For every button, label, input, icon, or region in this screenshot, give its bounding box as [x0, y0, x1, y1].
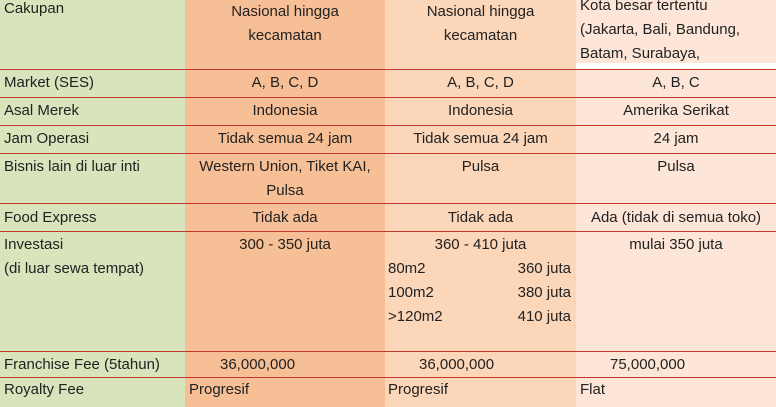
table-row-market	[0, 70, 776, 98]
investasi-cost: 360 juta	[517, 260, 571, 277]
bisnis-col1	[185, 154, 385, 203]
cakupan-col2-line2: kecamatan	[443, 27, 518, 44]
investasi-col3: mulai 350 juta	[576, 232, 776, 351]
investasi-size: >120m2	[388, 308, 443, 325]
franchise-col1: 36,000,000	[185, 352, 385, 377]
investasi-item-3	[385, 305, 576, 329]
royalty-col2: Progresif	[385, 378, 576, 407]
investasi-cost: 410 juta	[517, 308, 571, 325]
table-row-jam	[0, 126, 776, 154]
jam-col3: 24 jam	[576, 126, 776, 153]
asal-col3: Amerika Serikat	[576, 98, 776, 125]
cakupan-col2-line1: Nasional hingga	[426, 3, 535, 20]
row-label-market: Market (SES)	[0, 70, 185, 97]
table-row-franchise	[0, 352, 776, 378]
market-col3: A, B, C	[576, 70, 776, 97]
cakupan-col3-line3: Batam, Surabaya,	[580, 45, 701, 62]
food-col1: Tidak ada	[185, 204, 385, 231]
cakupan-col3	[576, 0, 776, 63]
franchise-col2: 36,000,000	[385, 352, 576, 377]
table-row-cakupan	[0, 0, 776, 70]
jam-col2: Tidak semua 24 jam	[385, 126, 576, 153]
investasi-col2	[385, 232, 576, 351]
cakupan-col1-line2: kecamatan	[248, 27, 322, 44]
table-row-investasi	[0, 232, 776, 352]
row-label-asal: Asal Merek	[0, 98, 185, 125]
market-col2: A, B, C, D	[385, 70, 576, 97]
cakupan-col1-line1: Nasional hingga	[231, 3, 339, 20]
investasi-size: 100m2	[388, 284, 434, 301]
investasi-item-1	[385, 257, 576, 281]
bisnis-col2: Pulsa	[385, 154, 576, 203]
investasi-size: 80m2	[388, 260, 426, 277]
cakupan-col1	[185, 0, 385, 69]
row-label-franchise: Franchise Fee (5tahun)	[0, 352, 185, 377]
investasi-cost: 380 juta	[517, 284, 571, 301]
market-col1: A, B, C, D	[185, 70, 385, 97]
franchise-col3: 75,000,000	[576, 352, 776, 377]
food-col3: Ada (tidak di semua toko)	[576, 204, 776, 231]
row-label-royalty: Royalty Fee	[0, 378, 185, 407]
investasi-item-2	[385, 281, 576, 305]
table-row-asal	[0, 98, 776, 126]
cakupan-col2	[385, 0, 576, 69]
royalty-col3: Flat	[576, 378, 776, 407]
jam-col1: Tidak semua 24 jam	[185, 126, 385, 153]
row-label-food: Food Express	[0, 204, 185, 231]
asal-col1: Indonesia	[185, 98, 385, 125]
food-col2: Tidak ada	[385, 204, 576, 231]
cakupan-col3-line1: Kota besar tertentu	[580, 0, 708, 14]
royalty-col1: Progresif	[185, 378, 385, 407]
row-label-jam: Jam Operasi	[0, 126, 185, 153]
investasi-label-line1: Investasi	[4, 236, 64, 253]
bisnis-col1-line2: Pulsa	[266, 182, 304, 199]
investasi-label-line2: (di luar sewa tempat)	[4, 260, 145, 277]
investasi-col2-head: 360 - 410 juta	[434, 236, 527, 253]
row-label-cakupan: Cakupan	[0, 0, 185, 69]
cakupan-col3-line2: (Jakarta, Bali, Bandung,	[580, 21, 741, 38]
row-label-investasi	[0, 232, 185, 351]
bisnis-col1-line1: Western Union, Tiket KAI,	[199, 158, 371, 175]
table-row-royalty	[0, 378, 776, 407]
bisnis-col3: Pulsa	[576, 154, 776, 203]
table-row-bisnis	[0, 154, 776, 204]
investasi-col1: 300 - 350 juta	[185, 232, 385, 351]
table-row-food	[0, 204, 776, 232]
row-label-bisnis: Bisnis lain di luar inti	[0, 154, 185, 203]
asal-col2: Indonesia	[385, 98, 576, 125]
